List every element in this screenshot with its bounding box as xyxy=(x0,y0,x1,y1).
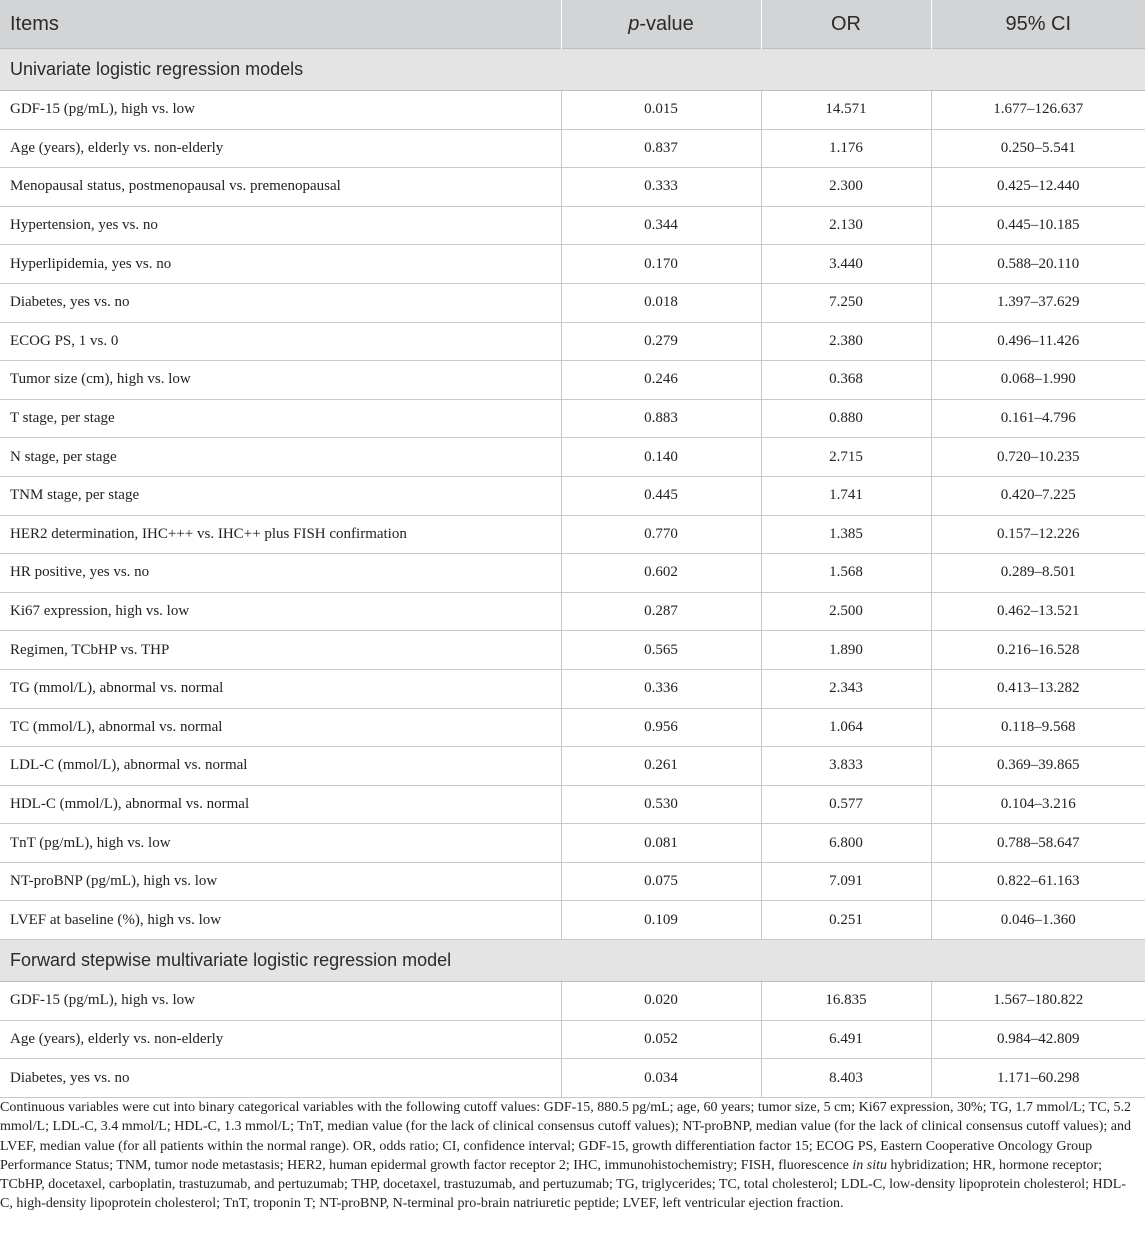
table-row xyxy=(0,708,1145,747)
cell-or: 3.440 xyxy=(761,245,931,284)
cell-ci: 1.397–37.629 xyxy=(931,283,1145,322)
cell-or: 2.130 xyxy=(761,206,931,245)
cell-or: 1.385 xyxy=(761,515,931,554)
cell-or: 1.176 xyxy=(761,129,931,168)
cell-ci: 0.250–5.541 xyxy=(931,129,1145,168)
cell-ci: 0.462–13.521 xyxy=(931,592,1145,631)
table-row xyxy=(0,245,1145,284)
cell-or: 14.571 xyxy=(761,91,931,130)
header-items: Items xyxy=(0,0,561,49)
cell-p-value: 0.018 xyxy=(561,283,761,322)
table-row xyxy=(0,283,1145,322)
table-row xyxy=(0,862,1145,901)
header-ci: 95% CI xyxy=(931,0,1145,49)
cell-p-value: 0.052 xyxy=(561,1020,761,1059)
cell-or: 2.300 xyxy=(761,168,931,207)
cell-or: 6.800 xyxy=(761,824,931,863)
section-row xyxy=(0,940,1145,982)
table-row xyxy=(0,438,1145,477)
cell-p-value: 0.140 xyxy=(561,438,761,477)
cell-or: 2.380 xyxy=(761,322,931,361)
cell-item: TNM stage, per stage xyxy=(0,476,561,515)
cell-p-value: 0.837 xyxy=(561,129,761,168)
table-row xyxy=(0,168,1145,207)
table-row xyxy=(0,785,1145,824)
cell-p-value: 0.956 xyxy=(561,708,761,747)
table-row xyxy=(0,631,1145,670)
cell-item: HDL-C (mmol/L), abnormal vs. normal xyxy=(0,785,561,824)
cell-p-value: 0.287 xyxy=(561,592,761,631)
cell-or: 2.343 xyxy=(761,669,931,708)
cell-or: 1.064 xyxy=(761,708,931,747)
cell-or: 7.250 xyxy=(761,283,931,322)
cell-p-value: 0.883 xyxy=(561,399,761,438)
cell-ci: 0.496–11.426 xyxy=(931,322,1145,361)
cell-item: Age (years), elderly vs. non-elderly xyxy=(0,1020,561,1059)
cell-item: LVEF at baseline (%), high vs. low xyxy=(0,901,561,940)
cell-item: GDF-15 (pg/mL), high vs. low xyxy=(0,91,561,130)
table-row xyxy=(0,476,1145,515)
cell-or: 2.500 xyxy=(761,592,931,631)
cell-item: HER2 determination, IHC+++ vs. IHC++ plus FISH confirmation xyxy=(0,515,561,554)
cell-or: 1.890 xyxy=(761,631,931,670)
footnote-text-1: Continuous variables were cut into binary categorical variables with the following cutoff values: GDF-15, 880.5 pg/mL; age, 60 years; tumor size, 5 cm; Ki67 expression, 30%; TG, 1.7 mmol/L; TC, 5.2 mmol/L; LDL-C, 3.4 mmol/L; HDL-C, 1.3 mmol/L; TnT, median value (for the lack of clinical consensus cutoff values); NT-proBNP, median value (for the lack of clinical consensus cutoff values); and LVEF, median value (for all patients within the normal range). OR, odds ratio; CI, confidence interval; GDF-15, growth differentiation factor 15; ECOG PS, Eastern Cooperative Oncology Group Performance Status; TNM, tumor node metastasis; HER2, human epidermal growth factor receptor 2; IHC, immunohistochemistry; FISH, fluorescence xyxy=(0,1100,1132,1173)
table-header xyxy=(0,0,1145,49)
table-row xyxy=(0,982,1145,1021)
cell-item: Ki67 expression, high vs. low xyxy=(0,592,561,631)
cell-p-value: 0.336 xyxy=(561,669,761,708)
header-p-rest: -value xyxy=(639,12,694,35)
cell-ci: 0.720–10.235 xyxy=(931,438,1145,477)
cell-ci: 0.104–3.216 xyxy=(931,785,1145,824)
table-row xyxy=(0,361,1145,400)
cell-item: HR positive, yes vs. no xyxy=(0,554,561,593)
table-row xyxy=(0,129,1145,168)
section-title: Forward stepwise multivariate logistic regression model xyxy=(0,940,1145,982)
cell-item: Hyperlipidemia, yes vs. no xyxy=(0,245,561,284)
cell-or: 1.568 xyxy=(761,554,931,593)
cell-or: 0.880 xyxy=(761,399,931,438)
cell-ci: 1.677–126.637 xyxy=(931,91,1145,130)
cell-p-value: 0.565 xyxy=(561,631,761,670)
cell-p-value: 0.445 xyxy=(561,476,761,515)
table-row xyxy=(0,554,1145,593)
cell-item: ECOG PS, 1 vs. 0 xyxy=(0,322,561,361)
table-row xyxy=(0,824,1145,863)
cell-ci: 0.788–58.647 xyxy=(931,824,1145,863)
cell-or: 7.091 xyxy=(761,862,931,901)
cell-or: 6.491 xyxy=(761,1020,931,1059)
cell-item: Diabetes, yes vs. no xyxy=(0,1059,561,1098)
cell-ci: 0.161–4.796 xyxy=(931,399,1145,438)
cell-p-value: 0.020 xyxy=(561,982,761,1021)
section-row xyxy=(0,49,1145,91)
table-row xyxy=(0,901,1145,940)
header-or: OR xyxy=(761,0,931,49)
cell-item: GDF-15 (pg/mL), high vs. low xyxy=(0,982,561,1021)
cell-ci: 0.420–7.225 xyxy=(931,476,1145,515)
cell-ci: 0.984–42.809 xyxy=(931,1020,1145,1059)
table-row xyxy=(0,515,1145,554)
cell-p-value: 0.109 xyxy=(561,901,761,940)
cell-p-value: 0.170 xyxy=(561,245,761,284)
cell-ci: 1.567–180.822 xyxy=(931,982,1145,1021)
table-row xyxy=(0,399,1145,438)
cell-ci: 0.157–12.226 xyxy=(931,515,1145,554)
cell-p-value: 0.261 xyxy=(561,747,761,786)
cell-item: TnT (pg/mL), high vs. low xyxy=(0,824,561,863)
cell-item: Hypertension, yes vs. no xyxy=(0,206,561,245)
cell-p-value: 0.344 xyxy=(561,206,761,245)
cell-ci: 1.171–60.298 xyxy=(931,1059,1145,1098)
cell-p-value: 0.081 xyxy=(561,824,761,863)
section-title: Univariate logistic regression models xyxy=(0,49,1145,91)
cell-ci: 0.289–8.501 xyxy=(931,554,1145,593)
cell-ci: 0.822–61.163 xyxy=(931,862,1145,901)
table-row xyxy=(0,91,1145,130)
table-row xyxy=(0,669,1145,708)
cell-ci: 0.068–1.990 xyxy=(931,361,1145,400)
table-row xyxy=(0,592,1145,631)
cell-ci: 0.588–20.110 xyxy=(931,245,1145,284)
cell-item: TG (mmol/L), abnormal vs. normal xyxy=(0,669,561,708)
cell-p-value: 0.015 xyxy=(561,91,761,130)
cell-or: 1.741 xyxy=(761,476,931,515)
cell-ci: 0.445–10.185 xyxy=(931,206,1145,245)
header-p-value xyxy=(561,0,761,49)
table-footnote xyxy=(0,1092,1139,1214)
cell-p-value: 0.034 xyxy=(561,1059,761,1098)
cell-p-value: 0.279 xyxy=(561,322,761,361)
cell-item: Tumor size (cm), high vs. low xyxy=(0,361,561,400)
cell-p-value: 0.333 xyxy=(561,168,761,207)
cell-item: TC (mmol/L), abnormal vs. normal xyxy=(0,708,561,747)
cell-ci: 0.118–9.568 xyxy=(931,708,1145,747)
cell-ci: 0.369–39.865 xyxy=(931,747,1145,786)
cell-item: Regimen, TCbHP vs. THP xyxy=(0,631,561,670)
cell-item: NT-proBNP (pg/mL), high vs. low xyxy=(0,862,561,901)
cell-item: T stage, per stage xyxy=(0,399,561,438)
cell-p-value: 0.770 xyxy=(561,515,761,554)
cell-item: Age (years), elderly vs. non-elderly xyxy=(0,129,561,168)
cell-item: LDL-C (mmol/L), abnormal vs. normal xyxy=(0,747,561,786)
table-row xyxy=(0,1020,1145,1059)
cell-or: 0.368 xyxy=(761,361,931,400)
cell-item: Menopausal status, postmenopausal vs. premenopausal xyxy=(0,168,561,207)
cell-ci: 0.216–16.528 xyxy=(931,631,1145,670)
cell-or: 0.251 xyxy=(761,901,931,940)
cell-p-value: 0.075 xyxy=(561,862,761,901)
header-p-italic: p xyxy=(628,12,640,35)
cell-or: 16.835 xyxy=(761,982,931,1021)
table-row xyxy=(0,206,1145,245)
cell-p-value: 0.530 xyxy=(561,785,761,824)
cell-p-value: 0.602 xyxy=(561,554,761,593)
cell-ci: 0.046–1.360 xyxy=(931,901,1145,940)
cell-item: Diabetes, yes vs. no xyxy=(0,283,561,322)
footnote-italic: in situ xyxy=(852,1157,888,1173)
cell-or: 2.715 xyxy=(761,438,931,477)
cell-item: N stage, per stage xyxy=(0,438,561,477)
cell-ci: 0.425–12.440 xyxy=(931,168,1145,207)
table-row xyxy=(0,322,1145,361)
cell-or: 3.833 xyxy=(761,747,931,786)
table-body xyxy=(0,49,1145,1098)
footnote-text-2: hybridization; HR, hormone receptor; TCbHP, docetaxel, carboplatin, trastuzumab, and pertuzumab; THP, docetaxel, trastuzumab, and pertuzumab; TG, triglycerides; TC, total cholesterol; LDL-C, low-density lipoprotein cholesterol; HDL-C, high-density lipoprotein cholesterol; TnT, troponin T; NT-proBNP, N-terminal pro-brain natriuretic peptide; LVEF, left ventricular ejection fraction. xyxy=(0,1157,1126,1212)
table-row xyxy=(0,747,1145,786)
cell-ci: 0.413–13.282 xyxy=(931,669,1145,708)
cell-or: 0.577 xyxy=(761,785,931,824)
cell-p-value: 0.246 xyxy=(561,361,761,400)
cell-or: 8.403 xyxy=(761,1059,931,1098)
